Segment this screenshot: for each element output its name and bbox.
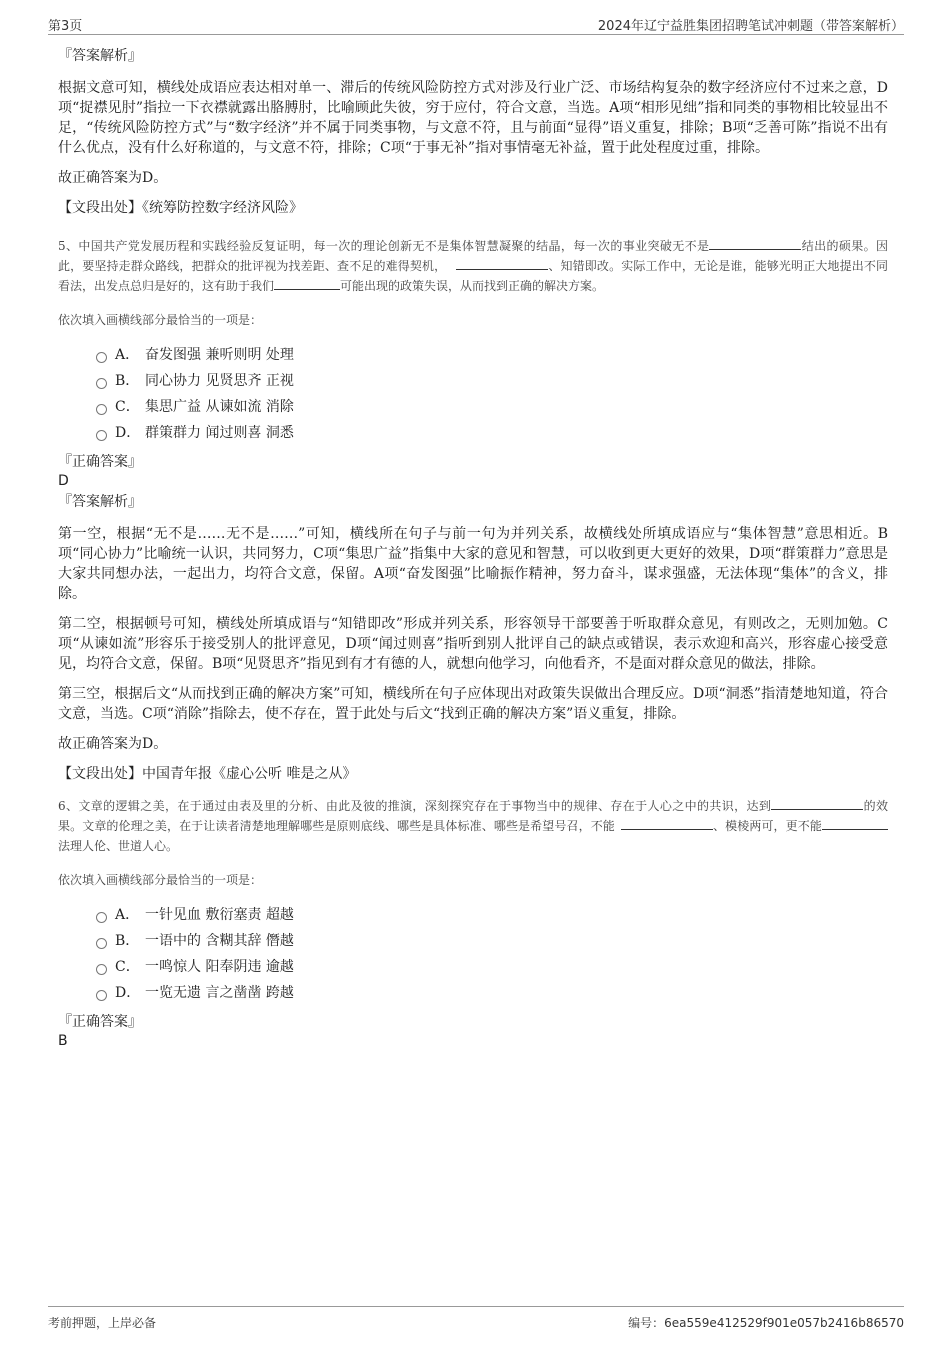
option-a[interactable]: A． 一针见血 敷衍塞责 超越 [96, 902, 888, 928]
answer-conclusion: 故正确答案为D。 [58, 170, 168, 186]
blank-line [456, 256, 548, 270]
correct-answer: D [58, 473, 69, 489]
correct-answer-tag: 『正确答案』 [58, 454, 142, 470]
radio-icon[interactable] [96, 352, 107, 363]
blank-line [822, 816, 888, 830]
option-d[interactable]: D． 一览无遗 言之凿凿 跨越 [96, 980, 888, 1006]
analysis-paragraph: 第三空，根据后文“从而找到正确的解决方案”可知，横线所在句子应体现出对政策失误做出合理反应。D项“洞悉”指清楚地知道，符合文意，当选。C项“消除”指除去，使不存在，置于此处与后文“找到正确的解决方案”语义重复，排除。 [58, 686, 888, 722]
analysis-paragraph: 第二空，根据顿号可知，横线处所填成语与“知错即改”形成并列关系，形容领导干部要善于听取群众意见，有则改之，无则加勉。C项“从谏如流”形容乐于接受别人的批评意见，D项“闻过则喜”指听到别人批评自己的缺点或错误，表示欢迎和高兴，形容虚心接受意见，均符合文意，保留。B项“见贤思齐”指见到有才有德的人，就想向他学习，向他看齐，不是面对群众意见的做法，排除。 [58, 616, 888, 672]
analysis-paragraph: 第一空，根据“无不是……无不是……”可知，横线所在句子与前一句为并列关系，故横线处所填成语应与“集体智慧”意思相近。B项“同心协力”比喻统一认识，共同努力，C项“集思广益”指集中大家的意见和智慧，可以收到更大更好的效果，D项“群策群力”意思是大家共同想办法，一起出力，均符合文意，保留。A项“奋发图强”比喻振作精神，努力奋斗，谋求强盛，无法体现“集体”的含义，排除。 [58, 526, 888, 602]
page-content [58, 46, 888, 1050]
option-b[interactable]: B． 一语中的 含糊其辞 僭越 [96, 928, 888, 954]
blank-line [709, 236, 801, 250]
question-6-stem: 6、文章的逻辑之美，在于通过由表及里的分析、由此及彼的推演，深刻探究存在于事物当中的规律、存在于人心之中的共识，达到 的效果。文章的伦理之美，在于让读者清楚地理解哪些是原则底线、哪些是具体标准、哪些是希望号召，不能 、模棱两可，更不能法理人伦、世道人心。 [58, 796, 888, 856]
option-b[interactable]: B． 同心协力 见贤思齐 正视 [96, 368, 888, 394]
option-c[interactable]: C． 一鸣惊人 阳奉阴违 逾越 [96, 954, 888, 980]
footer-slogan: 考前押题，上岸必备 [48, 1316, 157, 1330]
page-footer [48, 1306, 904, 1334]
option-a[interactable]: A． 奋发图强 兼听则明 处理 [96, 342, 888, 368]
correct-answer-tag: 『正确答案』 [58, 1014, 142, 1030]
question-5-options [58, 342, 888, 446]
option-d[interactable]: D． 群策群力 闻过则喜 洞悉 [96, 420, 888, 446]
page-number: 第3页 [48, 19, 83, 34]
radio-icon[interactable] [96, 378, 107, 389]
radio-icon[interactable] [96, 964, 107, 975]
radio-icon[interactable] [96, 990, 107, 1001]
radio-icon[interactable] [96, 938, 107, 949]
question-6-options [58, 902, 888, 1006]
analysis-tag: 『答案解析』 [58, 48, 142, 64]
answer-conclusion: 故正确答案为D。 [58, 736, 168, 752]
source-citation: 【文段出处】中国青年报《虚心公听 唯是之从》 [58, 766, 357, 782]
radio-icon[interactable] [96, 404, 107, 415]
analysis-paragraph: 根据文意可知，横线处成语应表达相对单一、滞后的传统风险防控方式对涉及行业广泛、市场结构复杂的数字经济应付不过来之意，D项“捉襟见肘”指拉一下衣襟就露出胳膊肘，比喻顾此失彼，穷于应付，符合文意，当选。A项“相形见绌”指和同类的事物相比较显出不足，“传统风险防控方式”与“数字经济”并不属于同类事物，与文意不符，且与前面“显得”语义重复，排除；B项“乏善可陈”指说不出有什么优点，没有什么好称道的，与文意不符，排除；C项“于事无补”指对事情毫无补益，置于此处程度过重，排除。 [58, 80, 888, 156]
correct-answer: B [58, 1033, 68, 1049]
blank-line [771, 796, 863, 810]
question-5-prompt: 依次填入画横线部分最恰当的一项是： [58, 313, 263, 327]
blank-line [621, 816, 713, 830]
radio-icon[interactable] [96, 430, 107, 441]
question-5-stem: 5、中国共产党发展历程和实践经验反复证明，每一次的理论创新无不是集体智慧凝聚的结晶，每一次的事业突破无不是 结出的硕果。因此，要坚持走群众路线，把群众的批评视为找差距、查不足的难得契机， 、知错即改。实际工作中，无论是谁，能够光明正大地提出不同看法，出发点总归是好的，这有助于我们 可能出现的政策失误，从而找到正确的解决方案。 [58, 236, 888, 296]
radio-icon[interactable] [96, 912, 107, 923]
analysis-tag: 『答案解析』 [58, 494, 142, 510]
blank-line [274, 276, 340, 290]
question-6-prompt: 依次填入画横线部分最恰当的一项是： [58, 873, 263, 887]
page-header [48, 12, 904, 35]
source-citation: 【文段出处】《统筹防控数字经济风险》 [58, 200, 303, 216]
document-title: 2024年辽宁益胜集团招聘笔试冲刺题（带答案解析） [597, 19, 904, 34]
document-id: 编号：6ea559e412529f901e057b2416b86570 [628, 1316, 904, 1330]
option-c[interactable]: C． 集思广益 从谏如流 消除 [96, 394, 888, 420]
